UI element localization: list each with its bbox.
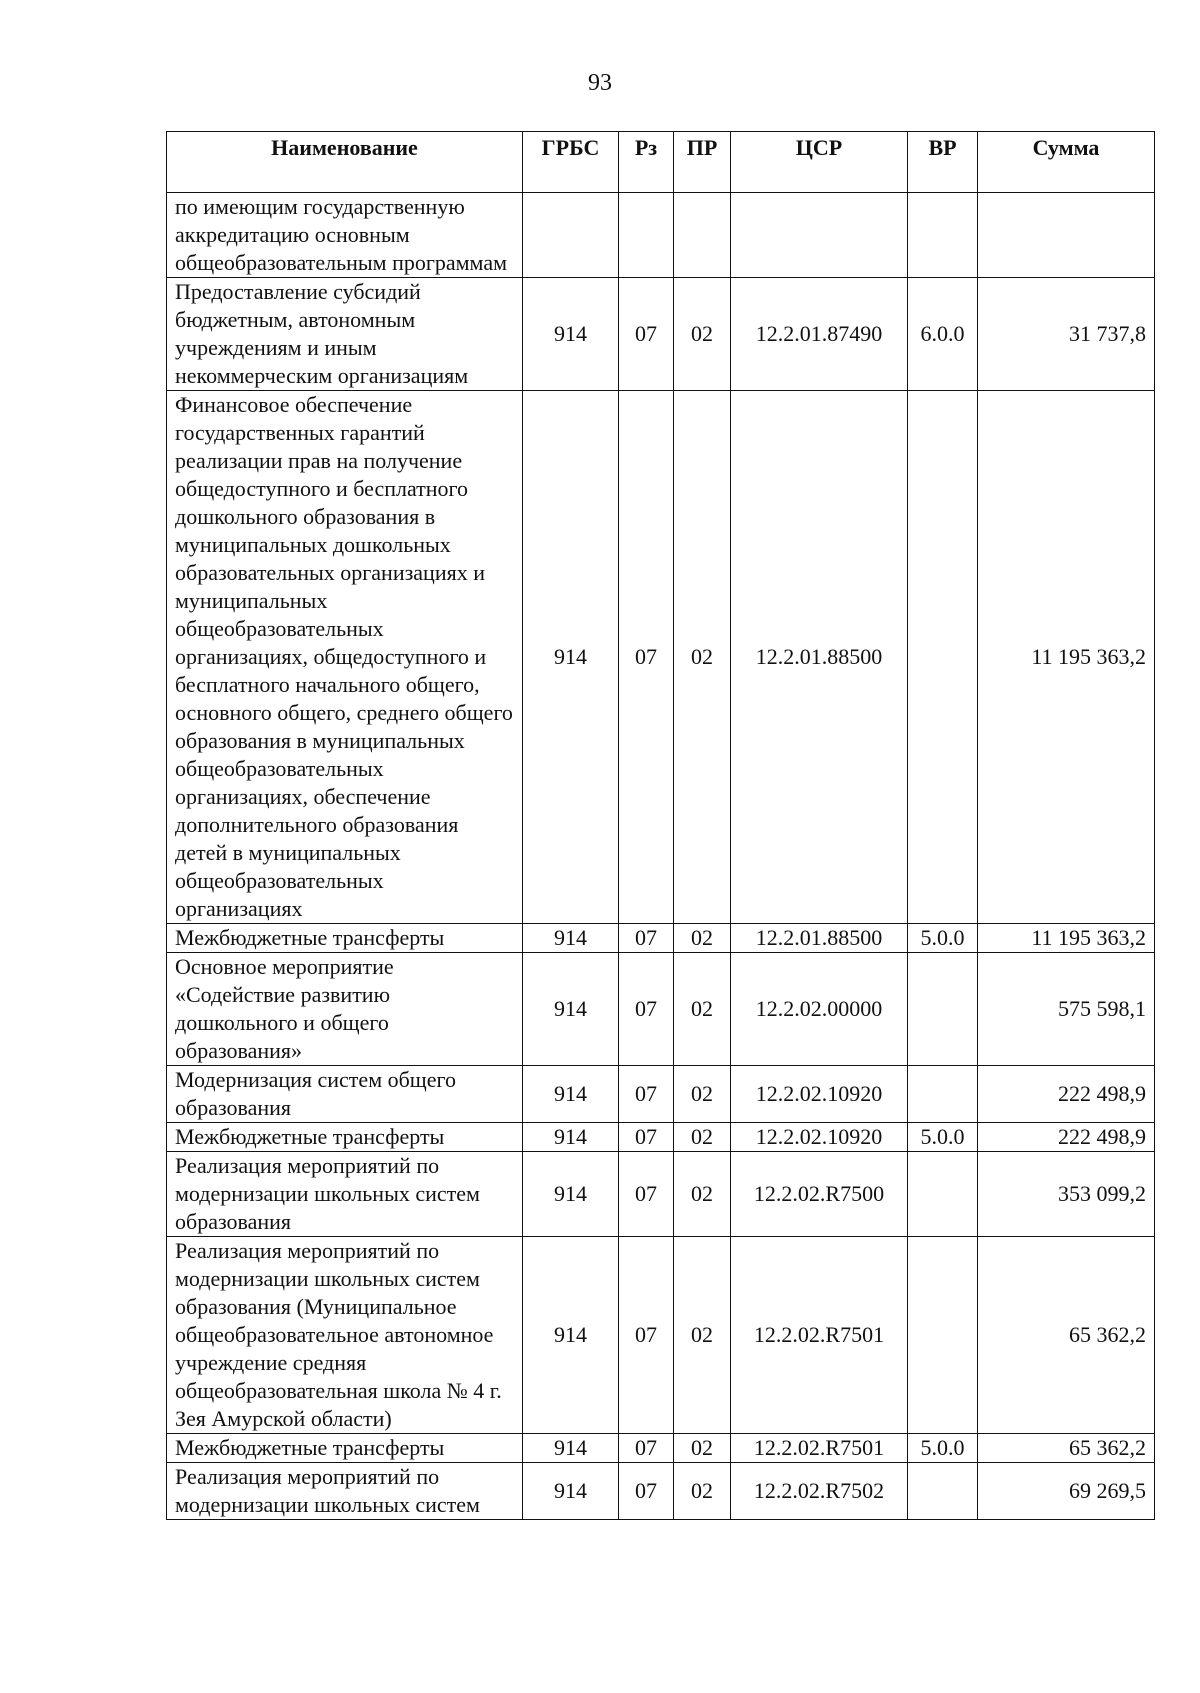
- cell-name: Реализация мероприятий по модернизации школьных систем: [167, 1463, 523, 1520]
- cell-csr: 12.2.01.87490: [731, 278, 908, 391]
- cell-grbs: 914: [523, 1463, 619, 1520]
- header-sum: Сумма: [978, 132, 1155, 193]
- table-header-row: [167, 132, 1155, 193]
- cell-name: Межбюджетные трансферты: [167, 1123, 523, 1152]
- cell-csr: 12.2.02.R7500: [731, 1152, 908, 1237]
- cell-csr: [731, 193, 908, 278]
- header-rz: Рз: [619, 132, 674, 193]
- cell-pr: 02: [674, 391, 731, 924]
- cell-pr: 02: [674, 278, 731, 391]
- cell-sum: 11 195 363,2: [978, 924, 1155, 953]
- cell-grbs: [523, 193, 619, 278]
- header-name: Наименование: [167, 132, 523, 193]
- cell-vr: [908, 1463, 978, 1520]
- cell-rz: 07: [619, 1237, 674, 1434]
- table-row: [167, 1463, 1155, 1520]
- cell-csr: 12.2.02.R7502: [731, 1463, 908, 1520]
- cell-pr: 02: [674, 924, 731, 953]
- cell-vr: [908, 953, 978, 1066]
- cell-pr: [674, 193, 731, 278]
- cell-rz: 07: [619, 278, 674, 391]
- cell-csr: 12.2.01.88500: [731, 924, 908, 953]
- table-row: [167, 391, 1155, 924]
- cell-grbs: 914: [523, 1123, 619, 1152]
- page-number: 93: [588, 70, 612, 96]
- cell-vr: [908, 1237, 978, 1434]
- budget-table: [166, 131, 1155, 1520]
- cell-grbs: 914: [523, 391, 619, 924]
- header-pr: ПР: [674, 132, 731, 193]
- cell-sum: 353 099,2: [978, 1152, 1155, 1237]
- table-row: [167, 193, 1155, 278]
- header-grbs: ГРБС: [523, 132, 619, 193]
- cell-rz: 07: [619, 1434, 674, 1463]
- cell-vr: 5.0.0: [908, 924, 978, 953]
- cell-vr: 5.0.0: [908, 1434, 978, 1463]
- cell-csr: 12.2.01.88500: [731, 391, 908, 924]
- cell-vr: 5.0.0: [908, 1123, 978, 1152]
- cell-vr: [908, 1066, 978, 1123]
- cell-name: Предоставление субсидий бюджетным, автономным учреждениям и иным некоммерческим организациям: [167, 278, 523, 391]
- cell-name: Модернизация систем общего образования: [167, 1066, 523, 1123]
- cell-rz: 07: [619, 1463, 674, 1520]
- cell-grbs: 914: [523, 1237, 619, 1434]
- cell-pr: 02: [674, 953, 731, 1066]
- cell-csr: 12.2.02.R7501: [731, 1434, 908, 1463]
- table-row: [167, 924, 1155, 953]
- cell-pr: 02: [674, 1066, 731, 1123]
- cell-rz: [619, 193, 674, 278]
- cell-csr: 12.2.02.R7501: [731, 1237, 908, 1434]
- cell-pr: 02: [674, 1123, 731, 1152]
- cell-vr: 6.0.0: [908, 278, 978, 391]
- cell-name: Межбюджетные трансферты: [167, 924, 523, 953]
- cell-sum: 222 498,9: [978, 1066, 1155, 1123]
- cell-grbs: 914: [523, 1066, 619, 1123]
- table-row: [167, 1152, 1155, 1237]
- cell-sum: 222 498,9: [978, 1123, 1155, 1152]
- cell-rz: 07: [619, 953, 674, 1066]
- cell-sum: 65 362,2: [978, 1434, 1155, 1463]
- cell-vr: [908, 391, 978, 924]
- cell-grbs: 914: [523, 1152, 619, 1237]
- cell-sum: [978, 193, 1155, 278]
- table-row: [167, 1434, 1155, 1463]
- table-row: [167, 278, 1155, 391]
- cell-pr: 02: [674, 1237, 731, 1434]
- cell-grbs: 914: [523, 1434, 619, 1463]
- cell-rz: 07: [619, 1152, 674, 1237]
- cell-csr: 12.2.02.00000: [731, 953, 908, 1066]
- cell-name: по имеющим государственную аккредитацию основным общеобразовательным программам: [167, 193, 523, 278]
- table-row: [167, 953, 1155, 1066]
- cell-sum: 575 598,1: [978, 953, 1155, 1066]
- cell-csr: 12.2.02.10920: [731, 1123, 908, 1152]
- cell-name: Основное мероприятие «Содействие развитию дошкольного и общего образования»: [167, 953, 523, 1066]
- cell-rz: 07: [619, 391, 674, 924]
- cell-sum: 11 195 363,2: [978, 391, 1155, 924]
- table-row: [167, 1237, 1155, 1434]
- cell-sum: 69 269,5: [978, 1463, 1155, 1520]
- cell-name: Финансовое обеспечение государственных гарантий реализации прав на получение общедоступного и бесплатного дошкольного образования в муниципальных дошкольных образовательных организациях и муниципальных общеобразовательных организациях, общедоступного и бесплатного начального общего, основного общего, среднего общего образования в муниципальных общеобразовательных организациях, обеспечение дополнительного образования детей в муниципальных общеобразовательных организациях: [167, 391, 523, 924]
- cell-grbs: 914: [523, 278, 619, 391]
- cell-sum: 65 362,2: [978, 1237, 1155, 1434]
- cell-pr: 02: [674, 1463, 731, 1520]
- cell-grbs: 914: [523, 953, 619, 1066]
- cell-pr: 02: [674, 1152, 731, 1237]
- header-csr: ЦСР: [731, 132, 908, 193]
- cell-csr: 12.2.02.10920: [731, 1066, 908, 1123]
- table-row: [167, 1123, 1155, 1152]
- header-vr: ВР: [908, 132, 978, 193]
- cell-sum: 31 737,8: [978, 278, 1155, 391]
- cell-name: Межбюджетные трансферты: [167, 1434, 523, 1463]
- cell-rz: 07: [619, 924, 674, 953]
- cell-rz: 07: [619, 1123, 674, 1152]
- cell-vr: [908, 193, 978, 278]
- cell-rz: 07: [619, 1066, 674, 1123]
- cell-name: Реализация мероприятий по модернизации школьных систем образования: [167, 1152, 523, 1237]
- table-row: [167, 1066, 1155, 1123]
- cell-vr: [908, 1152, 978, 1237]
- cell-pr: 02: [674, 1434, 731, 1463]
- cell-name: Реализация мероприятий по модернизации школьных систем образования (Муниципальное общеобразовательное автономное учреждение средняя общеобразовательная школа № 4 г. Зея Амурской области): [167, 1237, 523, 1434]
- cell-grbs: 914: [523, 924, 619, 953]
